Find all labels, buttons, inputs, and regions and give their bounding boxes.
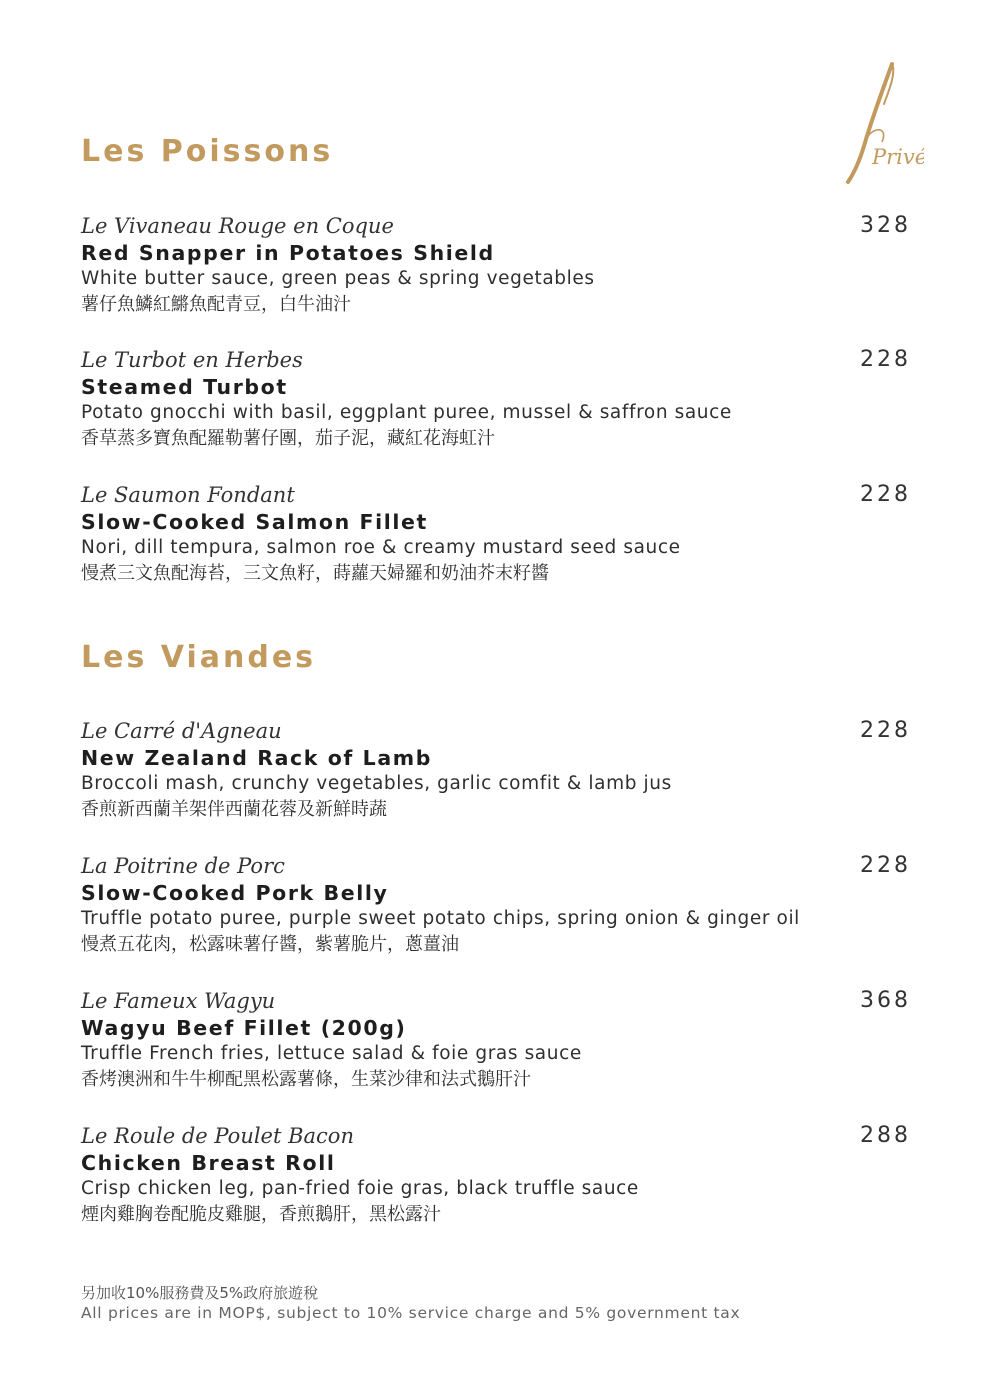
item-description: Truffle French fries, lettuce salad & foie gras sauce <box>81 1043 582 1064</box>
item-price: 368 <box>860 988 911 1013</box>
item-chinese-description: 香煎新西蘭羊架伴西蘭花蓉及新鮮時蔬 <box>81 799 387 820</box>
item-french-name: Le Turbot en Herbes <box>81 348 303 372</box>
item-english-name: Chicken Breast Roll <box>81 1151 336 1175</box>
section-title-viandes: Les Viandes <box>81 640 317 675</box>
item-english-name: Steamed Turbot <box>81 375 288 399</box>
item-chinese-description: 慢煮三文魚配海苔，三文魚籽，蒔蘿天婦羅和奶油芥末籽醬 <box>81 563 549 584</box>
item-description: White butter sauce, green peas & spring vegetables <box>81 268 595 289</box>
footer-notice <box>81 1283 740 1324</box>
item-english-name: Slow-Cooked Salmon Fillet <box>81 510 428 534</box>
menu-item <box>81 212 921 318</box>
item-english-name: New Zealand Rack of Lamb <box>81 746 433 770</box>
item-description: Potato gnocchi with basil, eggplant puree, mussel & saffron sauce <box>81 402 732 423</box>
item-description: Truffle potato puree, purple sweet potato chips, spring onion & ginger oil <box>81 908 800 929</box>
item-price: 228 <box>860 482 911 507</box>
item-french-name: La Poitrine de Porc <box>81 854 285 878</box>
menu-item <box>81 1122 921 1228</box>
item-chinese-description: 薯仔魚鱗紅鱂魚配青豆，白牛油汁 <box>81 294 351 315</box>
menu-item <box>81 481 921 587</box>
item-description: Nori, dill tempura, salmon roe & creamy mustard seed sauce <box>81 537 681 558</box>
item-price: 228 <box>860 718 911 743</box>
item-french-name: Le Carré d'Agneau <box>81 719 282 743</box>
item-english-name: Red Snapper in Potatoes Shield <box>81 241 495 265</box>
item-french-name: Le Vivaneau Rouge en Coque <box>81 214 394 238</box>
item-chinese-description: 香烤澳洲和牛牛柳配黑松露薯條，生菜沙律和法式鵝肝汁 <box>81 1069 531 1090</box>
section-title-poissons: Les Poissons <box>81 134 334 169</box>
item-chinese-description: 煙肉雞胸卷配脆皮雞腿，香煎鵝肝，黑松露汁 <box>81 1204 441 1225</box>
logo-mark <box>838 58 924 188</box>
item-french-name: Le Fameux Wagyu <box>81 989 276 1013</box>
footer-chinese-note: 另加收10%服務費及5%政府旅遊稅 <box>81 1284 319 1302</box>
item-description: Broccoli mash, crunchy vegetables, garlic comfit & lamb jus <box>81 773 672 794</box>
item-chinese-description: 香草蒸多寶魚配羅勒薯仔團，茄子泥，藏紅花海虹汁 <box>81 428 495 449</box>
footer-english-note: All prices are in MOP$, subject to 10% service charge and 5% government tax <box>81 1304 741 1322</box>
item-description: Crisp chicken leg, pan-fried foie gras, black truffle sauce <box>81 1178 639 1199</box>
item-chinese-description: 慢煮五花肉，松露味薯仔醬，紫薯脆片，蔥薑油 <box>81 934 459 955</box>
menu-item <box>81 346 921 452</box>
item-price: 288 <box>860 1123 911 1148</box>
item-french-name: Le Saumon Fondant <box>81 483 295 507</box>
item-french-name: Le Roule de Poulet Bacon <box>81 1124 354 1148</box>
item-price: 328 <box>860 213 911 238</box>
item-price: 228 <box>860 853 911 878</box>
logo-text: Privé <box>872 145 924 169</box>
item-price: 228 <box>860 347 911 372</box>
brand-logo <box>838 58 924 188</box>
item-english-name: Slow-Cooked Pork Belly <box>81 881 389 905</box>
menu-item <box>81 852 921 958</box>
item-english-name: Wagyu Beef Fillet (200g) <box>81 1016 407 1040</box>
menu-item <box>81 717 921 823</box>
menu-item <box>81 987 921 1093</box>
